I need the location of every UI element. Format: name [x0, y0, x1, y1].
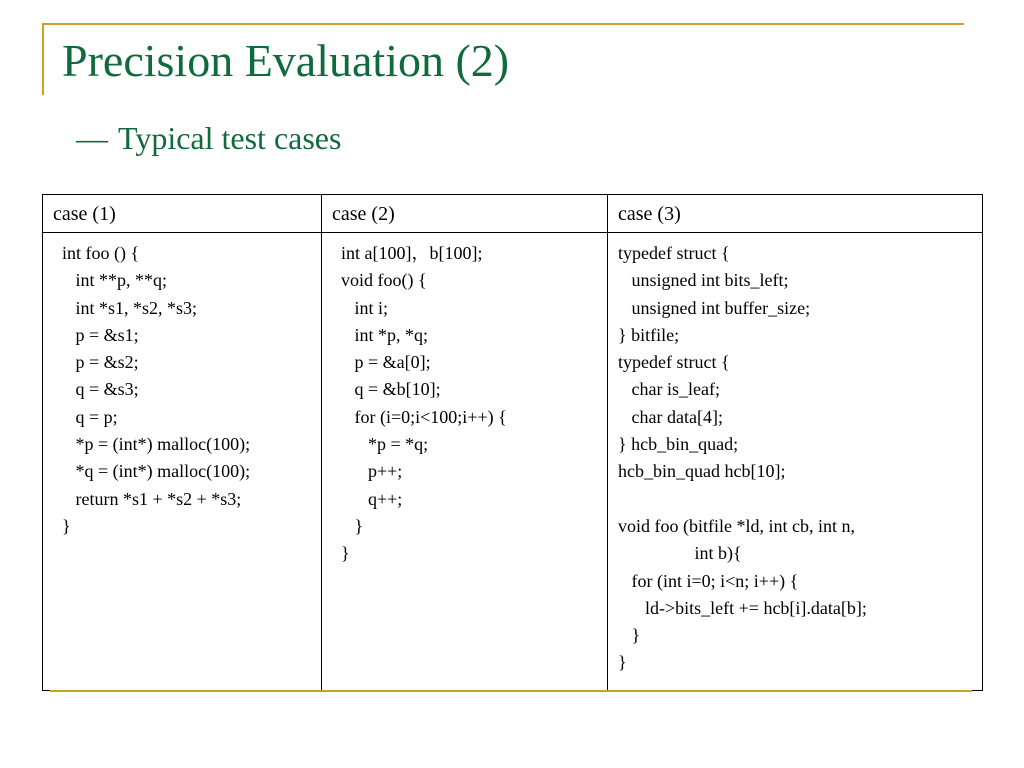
slide-title: Precision Evaluation (2)	[62, 35, 510, 86]
column-header-case-3: case (3)	[608, 195, 983, 233]
test-cases-table-container	[42, 194, 982, 691]
table-row	[43, 233, 983, 691]
code-cell-case-3: typedef struct { unsigned int bits_left; unsigned int buffer_size; } bitfile; typedef struct { char is_leaf; char data[4]; } hcb_bin_quad; hcb_bin_quad hcb[10]; void foo (bitfile *ld, int cb, int n, int b){ for (int i=0; i<n; i++) { ld->bits_left += hcb[i].data[b]; } }	[608, 233, 983, 691]
top-accent-line	[42, 23, 964, 25]
column-header-case-2: case (2)	[322, 195, 608, 233]
bottom-accent-line	[50, 690, 972, 692]
subtitle-text: Typical test cases	[118, 120, 342, 156]
test-cases-table	[42, 194, 983, 691]
column-header-case-1: case (1)	[43, 195, 322, 233]
left-accent-line	[42, 23, 44, 95]
table-header-row	[43, 195, 983, 233]
code-cell-case-2: int a[100]，b[100]; void foo() { int i; int *p, *q; p = &a[0]; q = &b[10]; for (i=0;i<100;i++) { *p = *q; p++; q++; } }	[322, 233, 608, 691]
code-cell-case-1: int foo () { int **p, **q; int *s1, *s2, *s3; p = &s1; p = &s2; q = &s3; q = p; *p = (int*) malloc(100); *q = (int*) malloc(100); return *s1 + *s2 + *s3; }	[43, 233, 322, 691]
slide-subtitle	[76, 122, 341, 154]
subtitle-dash: —	[76, 120, 108, 156]
